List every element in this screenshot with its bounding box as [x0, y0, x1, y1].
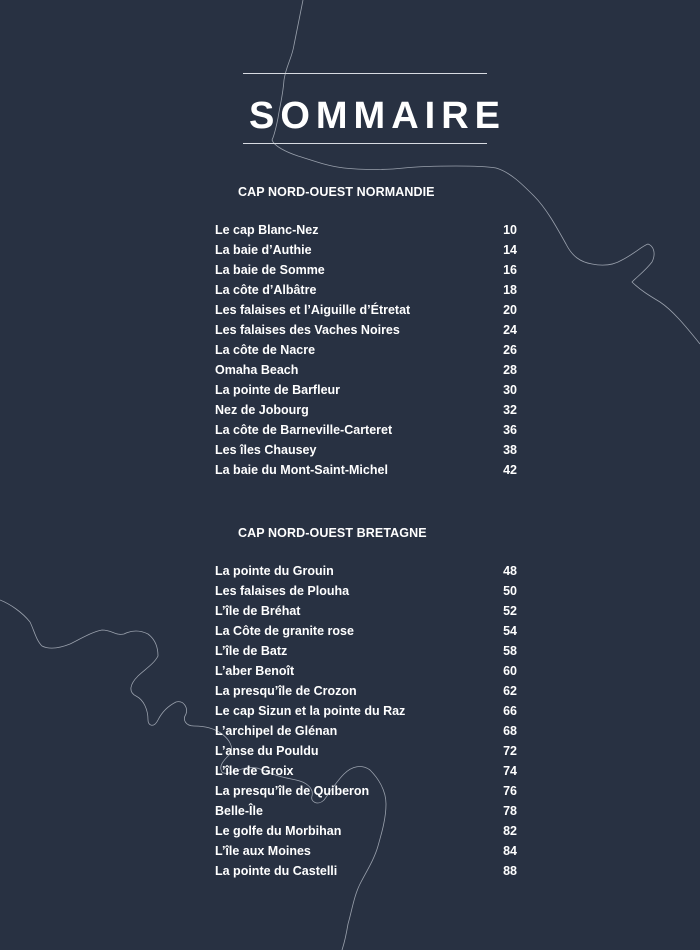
- toc-entry-label: L’archipel de Glénan: [215, 724, 338, 738]
- toc-entry: [215, 360, 517, 380]
- toc-entry: [215, 380, 517, 400]
- toc-entry-label: L’île aux Moines: [215, 844, 311, 858]
- toc-entry-label: Les falaises et l’Aiguille d’Étretat: [215, 303, 411, 317]
- toc-entry: [215, 440, 517, 460]
- toc-entry-label: La baie d’Authie: [215, 243, 312, 257]
- toc-entry-page-number: 24: [503, 323, 517, 337]
- toc-entry-label: Les falaises des Vaches Noires: [215, 323, 400, 337]
- toc-entry-page-number: 48: [503, 564, 517, 578]
- toc-entry-label: Les îles Chausey: [215, 443, 317, 457]
- toc-list-bretagne: [215, 561, 517, 881]
- toc-entry-page-number: 74: [503, 764, 517, 778]
- toc-entry-label: La côte de Barneville-Carteret: [215, 423, 393, 437]
- toc-entry-label: La baie du Mont-Saint-Michel: [215, 463, 388, 477]
- toc-entry-page-number: 20: [503, 303, 517, 317]
- toc-entry-page-number: 84: [503, 844, 517, 858]
- toc-entry: [215, 460, 517, 480]
- toc-entry-page-number: 68: [503, 724, 517, 738]
- toc-entry: [215, 601, 517, 621]
- toc-entry-page-number: 38: [503, 443, 517, 457]
- title-rule-bottom: [243, 143, 487, 144]
- toc-entry-label: Le golfe du Morbihan: [215, 824, 342, 838]
- toc-entry-label: Le cap Sizun et la pointe du Raz: [215, 704, 406, 718]
- section-heading-bretagne: CAP NORD-OUEST BRETAGNE: [238, 526, 427, 540]
- toc-entry: [215, 400, 517, 420]
- toc-entry-page-number: 50: [503, 584, 517, 598]
- toc-entry: [215, 320, 517, 340]
- toc-entry-label: Le cap Blanc-Nez: [215, 223, 319, 237]
- toc-entry-label: La Côte de granite rose: [215, 624, 354, 638]
- toc-entry-page-number: 54: [503, 624, 517, 638]
- toc-entry-page-number: 26: [503, 343, 517, 357]
- toc-entry: [215, 681, 517, 701]
- toc-entry: [215, 300, 517, 320]
- toc-entry-label: Omaha Beach: [215, 363, 299, 377]
- toc-entry: [215, 240, 517, 260]
- toc-entry-page-number: 58: [503, 644, 517, 658]
- toc-entry-page-number: 28: [503, 363, 517, 377]
- toc-entry-page-number: 78: [503, 804, 517, 818]
- toc-entry: [215, 841, 517, 861]
- toc-entry-page-number: 30: [503, 383, 517, 397]
- toc-entry: [215, 661, 517, 681]
- toc-entry-page-number: 60: [503, 664, 517, 678]
- toc-entry: [215, 581, 517, 601]
- toc-entry: [215, 420, 517, 440]
- toc-entry: [215, 801, 517, 821]
- toc-entry-page-number: 62: [503, 684, 517, 698]
- toc-entry-label: La baie de Somme: [215, 263, 325, 277]
- toc-entry: [215, 280, 517, 300]
- toc-entry-page-number: 52: [503, 604, 517, 618]
- toc-entry-label: L’île de Groix: [215, 764, 294, 778]
- page-title: SOMMAIRE: [249, 95, 506, 137]
- toc-entry: [215, 741, 517, 761]
- toc-entry-label: Les falaises de Plouha: [215, 584, 350, 598]
- toc-entry: [215, 260, 517, 280]
- toc-entry-label: La côte d’Albâtre: [215, 283, 317, 297]
- toc-entry-label: L’île de Bréhat: [215, 604, 301, 618]
- toc-entry-label: Belle-Île: [215, 804, 263, 818]
- toc-entry-label: L’île de Batz: [215, 644, 288, 658]
- toc-entry-label: La pointe du Castelli: [215, 864, 338, 878]
- toc-entry-page-number: 66: [503, 704, 517, 718]
- toc-entry-label: La presqu’île de Crozon: [215, 684, 357, 698]
- toc-entry: [215, 721, 517, 741]
- toc-entry: [215, 220, 517, 240]
- toc-entry-page-number: 32: [503, 403, 517, 417]
- toc-entry-page-number: 10: [503, 223, 517, 237]
- toc-entry-label: La presqu’île de Quiberon: [215, 784, 370, 798]
- toc-entry: [215, 781, 517, 801]
- toc-entry-label: L’aber Benoît: [215, 664, 295, 678]
- toc-entry-label: La pointe du Grouin: [215, 564, 334, 578]
- toc-entry-page-number: 82: [503, 824, 517, 838]
- toc-entry-label: Nez de Jobourg: [215, 403, 309, 417]
- toc-entry: [215, 621, 517, 641]
- toc-entry-label: La côte de Nacre: [215, 343, 316, 357]
- toc-entry: [215, 340, 517, 360]
- toc-entry-page-number: 18: [503, 283, 517, 297]
- toc-entry-page-number: 14: [503, 243, 517, 257]
- toc-entry: [215, 861, 517, 881]
- title-rule-top: [243, 73, 487, 74]
- toc-entry-label: L’anse du Pouldu: [215, 744, 319, 758]
- toc-entry-label: La pointe de Barfleur: [215, 383, 341, 397]
- toc-entry: [215, 701, 517, 721]
- toc-entry-page-number: 36: [503, 423, 517, 437]
- toc-entry: [215, 641, 517, 661]
- toc-entry-page-number: 76: [503, 784, 517, 798]
- toc-entry-page-number: 16: [503, 263, 517, 277]
- section-heading-normandie: CAP NORD-OUEST NORMANDIE: [238, 185, 435, 199]
- toc-entry: [215, 561, 517, 581]
- toc-entry-page-number: 88: [503, 864, 517, 878]
- toc-entry-page-number: 72: [503, 744, 517, 758]
- toc-entry-page-number: 42: [503, 463, 517, 477]
- toc-entry: [215, 821, 517, 841]
- toc-list-normandie: [215, 220, 517, 480]
- toc-entry: [215, 761, 517, 781]
